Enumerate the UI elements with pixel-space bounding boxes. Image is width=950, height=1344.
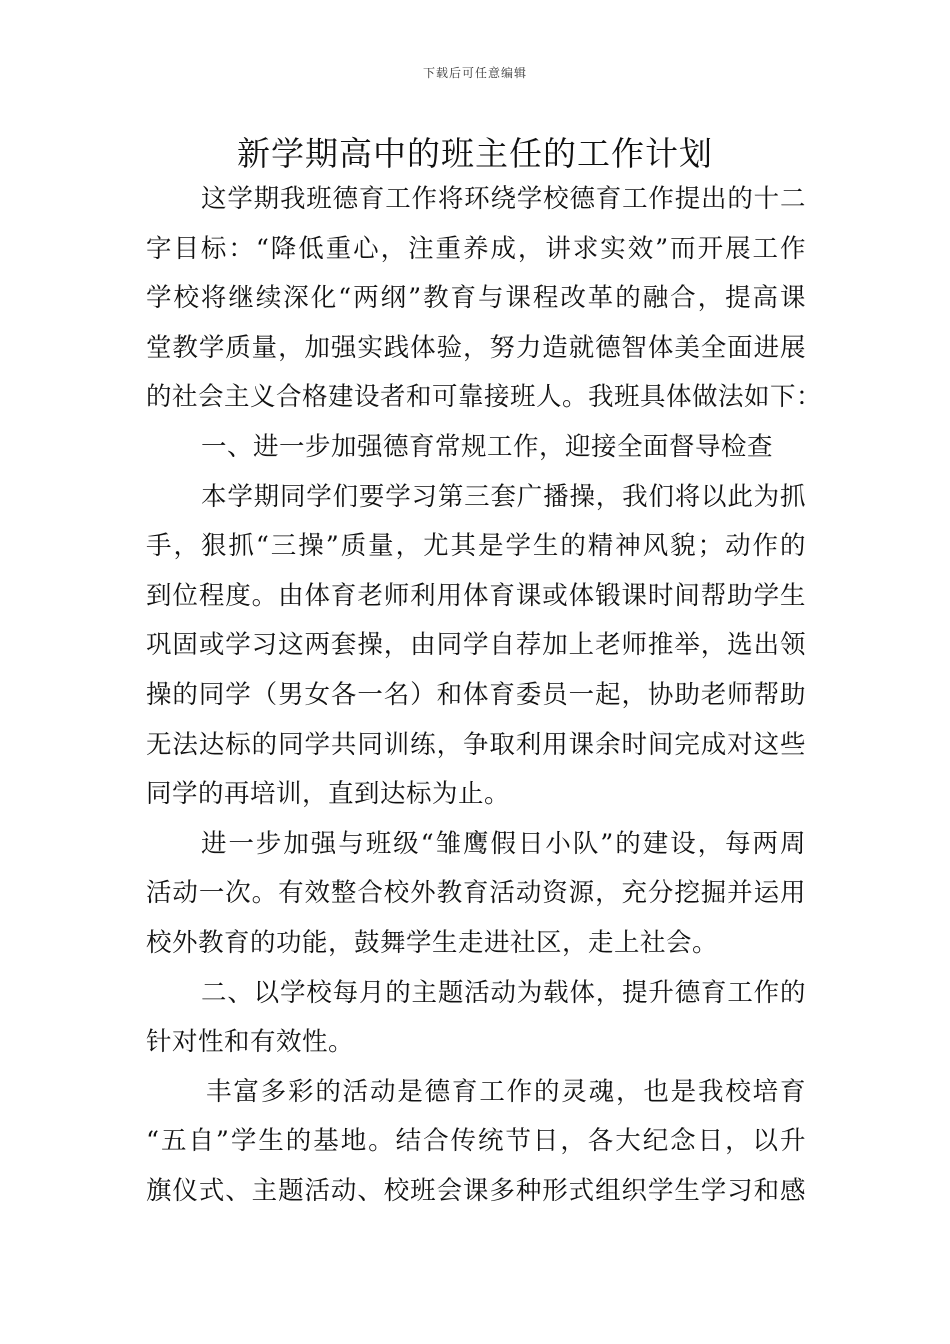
document-title: 新学期高中的班主任的工作计划 — [237, 134, 713, 173]
header-note: 下载后可任意编辑 — [422, 66, 527, 80]
section-heading-2-cont: 针对性和有效性。 — [146, 1027, 355, 1058]
paragraph-line: 到位程度。由体育老师利用体育课或体锻课时间帮助学生 — [146, 580, 806, 611]
paragraph-line: 这学期我班德育工作将环绕学校德育工作提出的十二 — [201, 184, 806, 214]
section-heading-1: 一、进一步加强德育常规工作，迎接全面督导检查 — [201, 431, 774, 462]
paragraph-line: 进一步加强与班级“雏鹰假日小队”的建设，每两周 — [201, 828, 806, 859]
document-body — [146, 175, 823, 1216]
paragraph-line: 同学的再培训，直到达标为止。 — [146, 779, 511, 810]
paragraph-line: 的社会主义合格建设者和可靠接班人。我班具体做法如下： — [146, 382, 823, 413]
paragraph-line: 堂教学质量，加强实践体验，努力造就德智体美全面进展 — [146, 332, 806, 363]
section-heading-2: 二、以学校每月的主题活动为载体，提升德育工作的 — [201, 977, 806, 1008]
paragraph-line: 丰富多彩的活动是德育工作的灵魂，也是我校培育 — [206, 1076, 806, 1107]
paragraph-line: 校外教育的功能，鼓舞学生走进社区，走上社会。 — [146, 927, 719, 958]
paragraph-line: 操的同学（男女各一名）和体育委员一起，协助老师帮助 — [146, 679, 806, 710]
paragraph-line: 巩固或学习这两套操，由同学自荐加上老师推举，选出领 — [146, 630, 806, 661]
paragraph-line: 手，狠抓“三操”质量，尤其是学生的精神风貌；动作的 — [146, 531, 806, 562]
paragraph-line: “五自”学生的基地。结合传统节日，各大纪念日，以升 — [146, 1126, 806, 1157]
paragraph-line: 本学期同学们要学习第三套广播操，我们将以此为抓 — [201, 481, 806, 512]
paragraph-line: 字目标：“降低重心，注重养成，讲求实效”而开展工作 — [146, 233, 806, 264]
paragraph-line: 无法达标的同学共同训练，争取利用课余时间完成对这些 — [146, 729, 806, 760]
paragraph-line: 活动一次。有效整合校外教育活动资源，充分挖掘并运用 — [146, 878, 806, 909]
paragraph-line: 学校将继续深化“两纲”教育与课程改革的融合，提高课 — [146, 283, 806, 314]
paragraph-line: 旗仪式、主题活动、校班会课多种形式组织学生学习和感 — [146, 1175, 806, 1206]
